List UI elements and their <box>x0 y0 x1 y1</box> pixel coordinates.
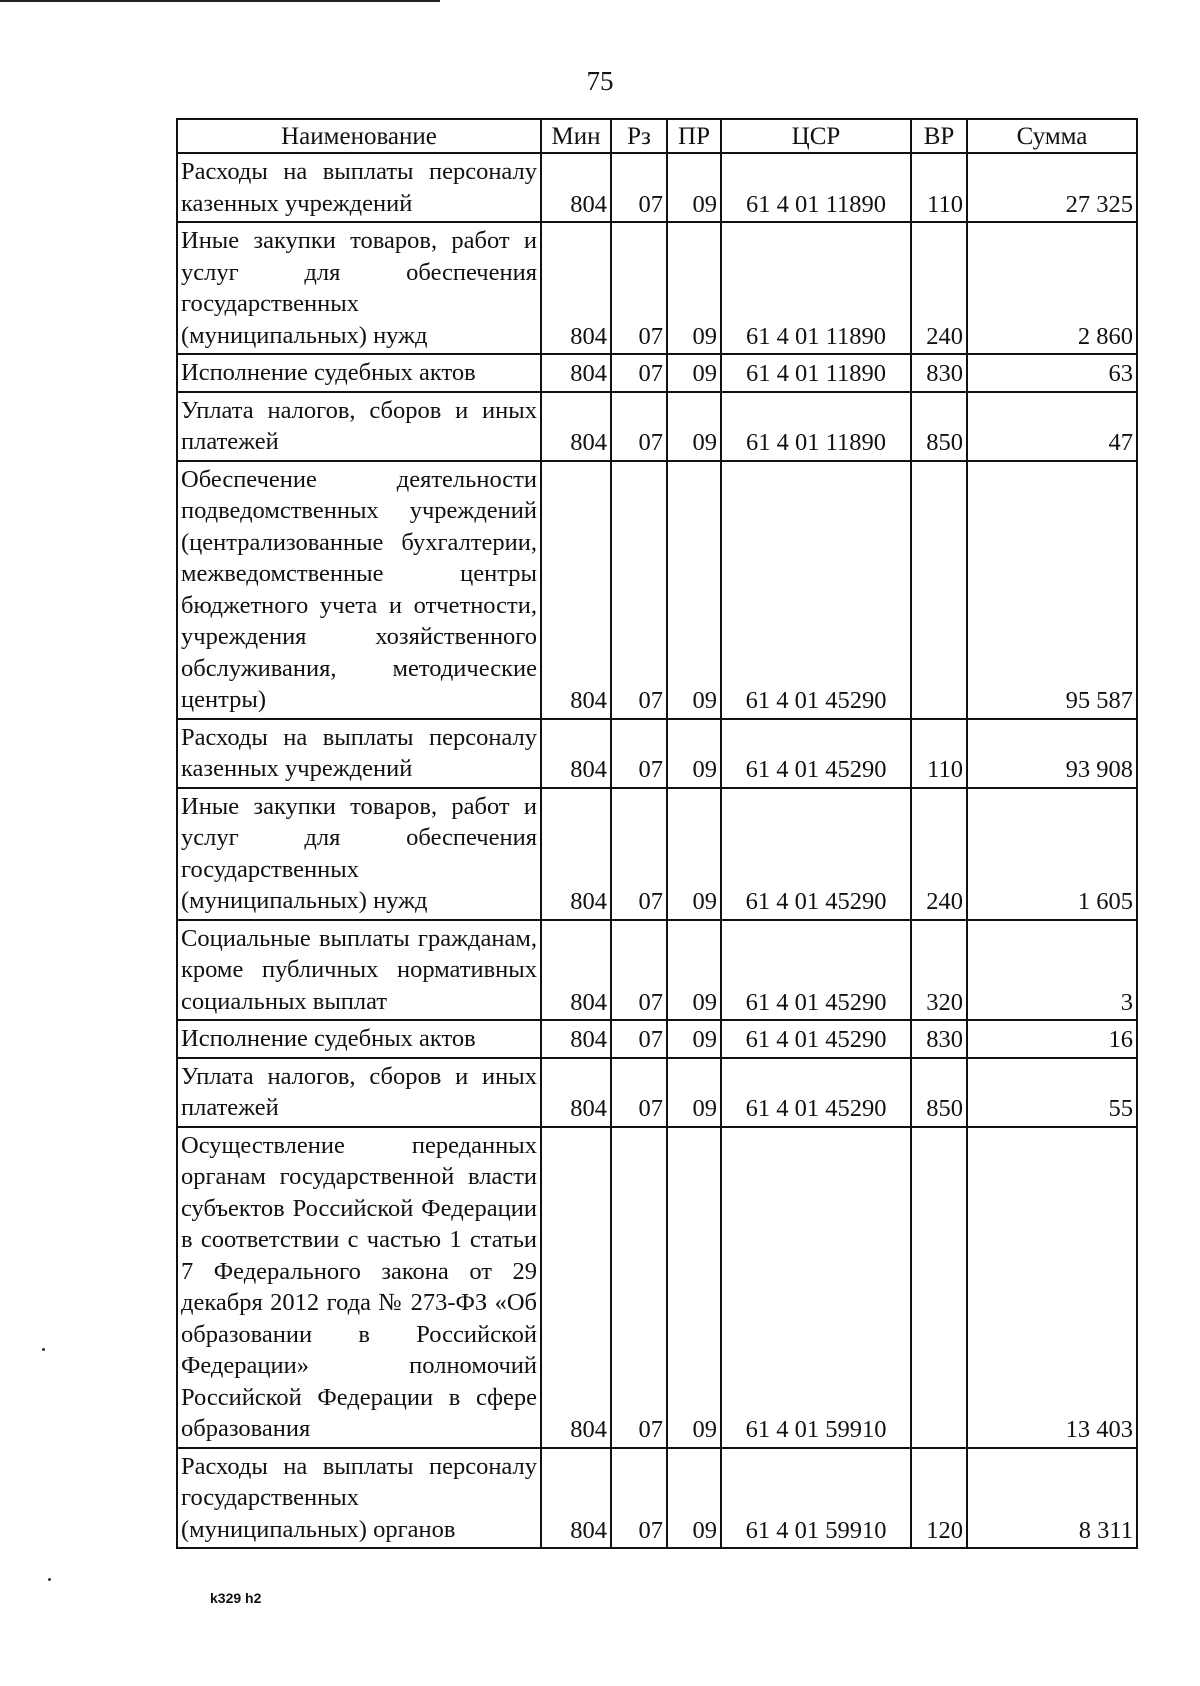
row-vr: 110 <box>911 153 967 222</box>
row-vr <box>911 1127 967 1448</box>
row-rz: 07 <box>611 1020 667 1058</box>
row-rz: 07 <box>611 354 667 392</box>
table-row <box>177 1127 1137 1448</box>
row-vr: 120 <box>911 1448 967 1549</box>
row-pr: 09 <box>667 719 721 788</box>
row-name: Обеспечение деятельности подведомственных учреждений (централизованные бухгалтерии, межведомственные центры бюджетного учета и отчетности, учреждения хозяйственного обслуживания, методические центры) <box>177 461 541 719</box>
row-pr: 09 <box>667 354 721 392</box>
row-vr: 830 <box>911 1020 967 1058</box>
document-code: k329 h2 <box>210 1590 262 1606</box>
table-row <box>177 222 1137 354</box>
row-min: 804 <box>541 1127 611 1448</box>
budget-table <box>176 118 1138 1549</box>
row-name: Уплата налогов, сборов и иных платежей <box>177 1058 541 1127</box>
row-name: Расходы на выплаты персоналу казенных учреждений <box>177 153 541 222</box>
row-sum: 55 <box>967 1058 1137 1127</box>
header-min: Мин <box>541 119 611 153</box>
header-sum: Сумма <box>967 119 1137 153</box>
row-vr: 850 <box>911 1058 967 1127</box>
table-row <box>177 1020 1137 1058</box>
row-pr: 09 <box>667 788 721 920</box>
row-pr: 09 <box>667 461 721 719</box>
row-name: Социальные выплаты гражданам, кроме публичных нормативных социальных выплат <box>177 920 541 1021</box>
row-sum: 27 325 <box>967 153 1137 222</box>
row-csr: 61 4 01 11890 <box>721 222 911 354</box>
row-min: 804 <box>541 153 611 222</box>
row-vr: 830 <box>911 354 967 392</box>
row-pr: 09 <box>667 1058 721 1127</box>
row-rz: 07 <box>611 719 667 788</box>
table-row <box>177 392 1137 461</box>
row-csr: 61 4 01 11890 <box>721 392 911 461</box>
header-pr: ПР <box>667 119 721 153</box>
row-sum: 3 <box>967 920 1137 1021</box>
header-vr: ВР <box>911 119 967 153</box>
row-min: 804 <box>541 461 611 719</box>
row-rz: 07 <box>611 222 667 354</box>
row-sum: 8 311 <box>967 1448 1137 1549</box>
row-vr: 240 <box>911 222 967 354</box>
row-min: 804 <box>541 788 611 920</box>
row-min: 804 <box>541 1058 611 1127</box>
row-rz: 07 <box>611 153 667 222</box>
row-pr: 09 <box>667 1127 721 1448</box>
row-rz: 07 <box>611 1127 667 1448</box>
row-min: 804 <box>541 1448 611 1549</box>
row-csr: 61 4 01 45290 <box>721 920 911 1021</box>
row-csr: 61 4 01 45290 <box>721 1058 911 1127</box>
scan-speck <box>48 1578 51 1581</box>
row-sum: 2 860 <box>967 222 1137 354</box>
row-name: Исполнение судебных актов <box>177 354 541 392</box>
row-rz: 07 <box>611 1448 667 1549</box>
row-csr: 61 4 01 59910 <box>721 1127 911 1448</box>
row-rz: 07 <box>611 788 667 920</box>
row-sum: 47 <box>967 392 1137 461</box>
row-name: Осуществление переданных органам государственной власти субъектов Российской Федерации в соответствии с частью 1 статьи 7 Федерального закона от 29 декабря 2012 года № 273-ФЗ «Об образовании в Российской Федерации» полномочий Российской Федерации в сфере образования <box>177 1127 541 1448</box>
table-row <box>177 461 1137 719</box>
row-pr: 09 <box>667 920 721 1021</box>
row-csr: 61 4 01 11890 <box>721 354 911 392</box>
row-csr: 61 4 01 59910 <box>721 1448 911 1549</box>
row-rz: 07 <box>611 461 667 719</box>
row-min: 804 <box>541 920 611 1021</box>
row-sum: 1 605 <box>967 788 1137 920</box>
row-min: 804 <box>541 392 611 461</box>
row-sum: 93 908 <box>967 719 1137 788</box>
header-csr: ЦСР <box>721 119 911 153</box>
row-csr: 61 4 01 45290 <box>721 461 911 719</box>
row-pr: 09 <box>667 1020 721 1058</box>
row-name: Иные закупки товаров, работ и услуг для обеспечения государственных (муниципальных) нужд <box>177 788 541 920</box>
row-vr: 110 <box>911 719 967 788</box>
row-rz: 07 <box>611 392 667 461</box>
table-row <box>177 788 1137 920</box>
row-name: Расходы на выплаты персоналу государственных (муниципальных) органов <box>177 1448 541 1549</box>
page-number: 75 <box>586 66 614 96</box>
row-min: 804 <box>541 222 611 354</box>
scan-edge-line <box>0 0 440 2</box>
scan-speck <box>42 1348 45 1351</box>
row-min: 804 <box>541 354 611 392</box>
row-sum: 63 <box>967 354 1137 392</box>
row-rz: 07 <box>611 920 667 1021</box>
row-name: Расходы на выплаты персоналу казенных учреждений <box>177 719 541 788</box>
row-sum: 16 <box>967 1020 1137 1058</box>
table-row <box>177 354 1137 392</box>
row-pr: 09 <box>667 222 721 354</box>
header-name: Наименование <box>177 119 541 153</box>
row-csr: 61 4 01 45290 <box>721 719 911 788</box>
row-name: Исполнение судебных актов <box>177 1020 541 1058</box>
row-pr: 09 <box>667 392 721 461</box>
row-min: 804 <box>541 719 611 788</box>
row-pr: 09 <box>667 1448 721 1549</box>
row-pr: 09 <box>667 153 721 222</box>
row-csr: 61 4 01 11890 <box>721 153 911 222</box>
table-row <box>177 153 1137 222</box>
row-name: Уплата налогов, сборов и иных платежей <box>177 392 541 461</box>
row-sum: 13 403 <box>967 1127 1137 1448</box>
table-row <box>177 1448 1137 1549</box>
row-csr: 61 4 01 45290 <box>721 788 911 920</box>
table-row <box>177 920 1137 1021</box>
row-rz: 07 <box>611 1058 667 1127</box>
table-row <box>177 719 1137 788</box>
row-vr: 850 <box>911 392 967 461</box>
row-csr: 61 4 01 45290 <box>721 1020 911 1058</box>
table-row <box>177 1058 1137 1127</box>
row-vr: 240 <box>911 788 967 920</box>
row-sum: 95 587 <box>967 461 1137 719</box>
table-header <box>177 119 1137 153</box>
header-rz: Рз <box>611 119 667 153</box>
row-min: 804 <box>541 1020 611 1058</box>
row-vr <box>911 461 967 719</box>
row-name: Иные закупки товаров, работ и услуг для обеспечения государственных (муниципальных) нужд <box>177 222 541 354</box>
row-vr: 320 <box>911 920 967 1021</box>
